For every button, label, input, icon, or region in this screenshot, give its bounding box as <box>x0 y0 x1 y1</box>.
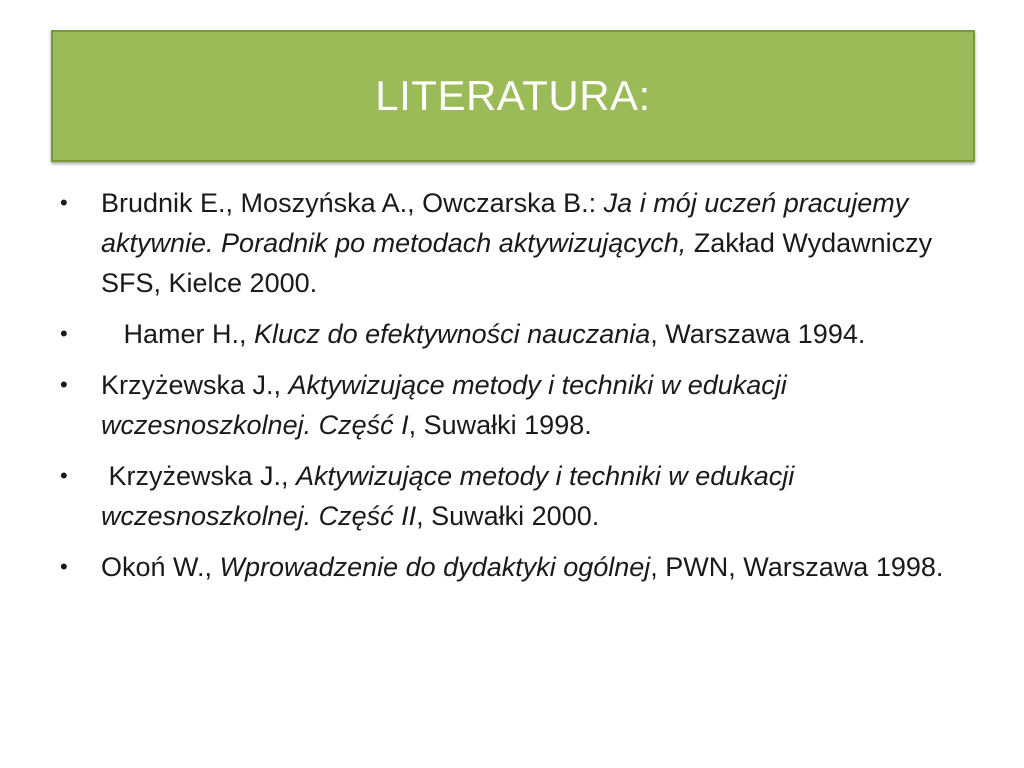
reference-authors: Brudnik E., Moszyńska A., Owczarska B.: <box>101 188 604 218</box>
reference-title: Aktywizujące metody i techniki w edukacji wczesnoszkolnej. Część I <box>101 370 787 440</box>
reference-publisher: , Suwałki 1998. <box>408 410 592 440</box>
bullet-icon: • <box>60 190 68 215</box>
reference-item <box>60 456 960 536</box>
reference-item <box>60 365 960 445</box>
reference-authors: Krzyżewska J., <box>101 370 289 400</box>
reference-publisher: , PWN, Warszawa 1998. <box>650 552 944 582</box>
reference-title: Ja i mój uczeń pracujemy aktywnie. Poradnik po metodach aktywizujących, <box>101 188 909 258</box>
reference-publisher: , Suwałki 2000. <box>416 501 600 531</box>
reference-authors: Krzyżewska J., <box>101 461 297 491</box>
reference-title: Klucz do efektywności nauczania <box>254 319 651 349</box>
bullet-icon: • <box>60 463 68 488</box>
reference-publisher: , Warszawa 1994. <box>650 319 866 349</box>
reference-item <box>60 183 960 303</box>
reference-authors: Okoń W., <box>101 552 220 582</box>
bullet-icon: • <box>60 321 68 346</box>
bullet-icon: • <box>60 372 68 397</box>
title-banner <box>51 30 975 162</box>
slide-title: LITERATURA: <box>375 72 651 119</box>
bullet-icon: • <box>60 554 68 579</box>
reference-publisher: Zakład Wydawniczy SFS, Kielce 2000. <box>101 228 933 298</box>
reference-title: Wprowadzenie do dydaktyki ogólnej <box>219 552 651 582</box>
reference-authors: Hamer H., <box>101 319 255 349</box>
reference-title: Aktywizujące metody i techniki w edukacji wczesnoszkolnej. Część II <box>101 461 795 531</box>
reference-item <box>60 314 960 354</box>
reference-list <box>60 183 960 598</box>
reference-item <box>60 547 960 587</box>
